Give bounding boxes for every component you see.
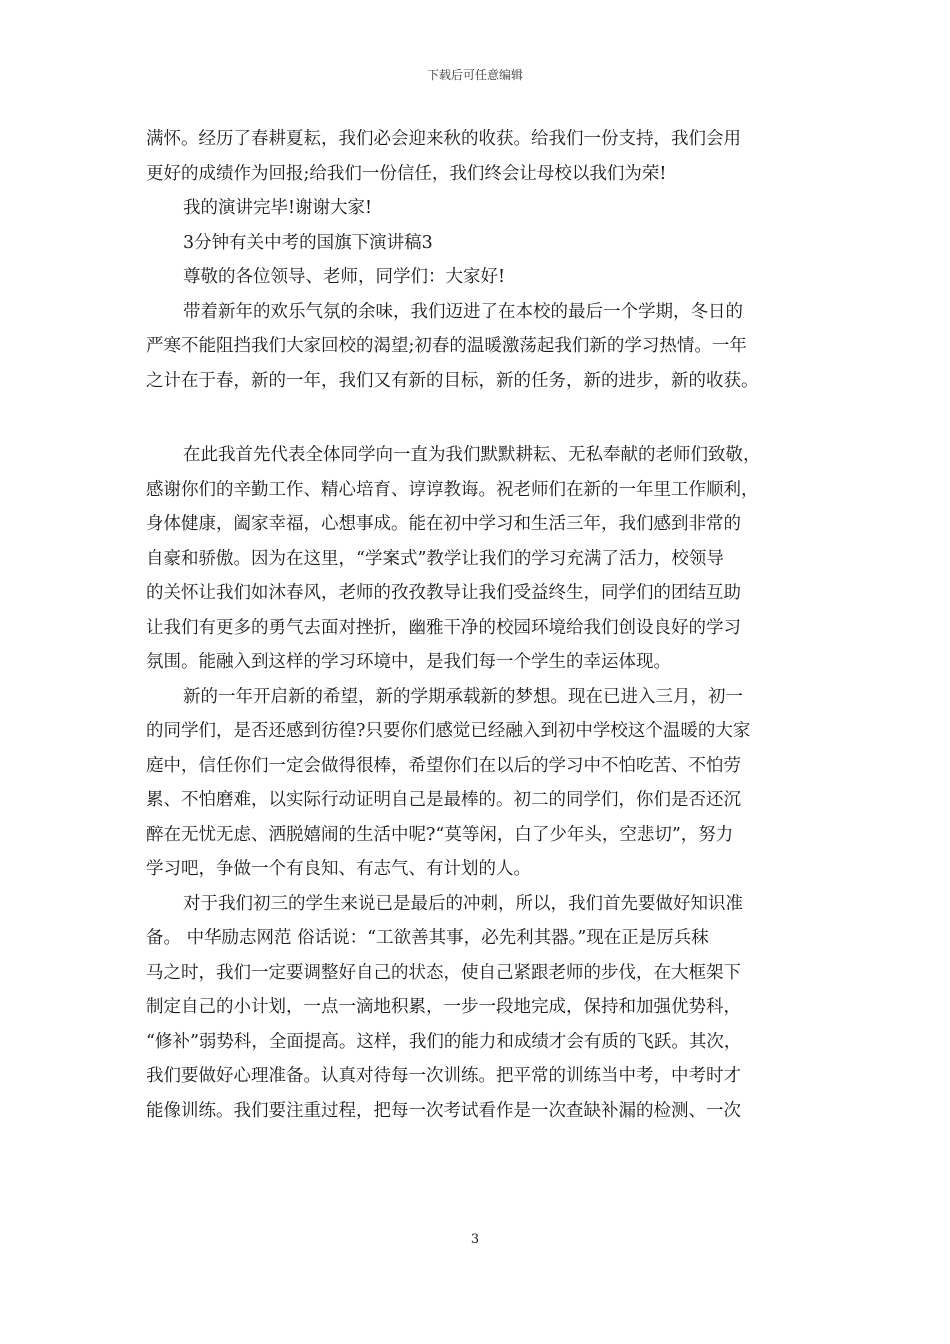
paragraph: [146, 226, 826, 261]
text-line: 在此我首先代表全体同学向一直为我们默默耕耘、无私奉献的老师们致敬，: [183, 445, 761, 465]
text-line: 的关怀让我们如沐春风，老师的孜孜教导让我们受益终生，同学们的团结互助: [146, 583, 741, 603]
text-line: 自豪和骄傲。因为在这里，“学案式”教学让我们的学习充满了活力，校领导: [146, 548, 724, 569]
text-line: 满怀。经历了春耕夏耘，我们必会迎来秋的收获。给我们一份支持，我们会用: [146, 129, 741, 149]
text-line: 我的演讲完毕!谢谢大家!: [183, 198, 373, 218]
page-number: 3: [470, 1232, 480, 1247]
text-line: 感谢你们的辛勤工作、精心培育、谆谆教诲。祝老师们在新的一年里工作顺利，: [146, 479, 759, 500]
text-line: 的同学们，是否还感到彷徨?只要你们感觉已经融入到初中学校这个温暖的大家: [146, 721, 751, 741]
text-line: 累、不怕磨难，以实际行动证明自己是最棒的。初二的同学们，你们是否还沉: [146, 790, 741, 810]
paragraph: [146, 122, 826, 191]
text-line: 身体健康，阖家幸福，心想事成。能在初中学习和生活三年，我们感到非常的: [146, 514, 741, 534]
text-line: 对于我们初三的学生来说已是最后的冲刺，所以，我们首先要做好知识准: [183, 893, 743, 914]
text-line: 能像训练。我们要注重过程，把每一次考试看作是一次查缺补漏的检测、一次: [146, 1100, 741, 1121]
paragraph: [146, 260, 826, 295]
text-line: 带着新年的欢乐气氛的余味，我们迈进了在本校的最后一个学期，冬日的: [183, 301, 743, 322]
paragraph: [146, 680, 826, 887]
text-line: 之计在于春，新的一年，我们又有新的目标，新的任务，新的进步，新的收获。: [146, 370, 759, 391]
page-header: 下载后可任意编辑: [426, 68, 523, 82]
text-line: 3分钟有关中考的国旗下演讲稿3: [183, 232, 433, 253]
text-line: 氛围。能融入到这样的学习环境中，是我们每一个学生的幸运体现。: [146, 652, 671, 672]
paragraph: [146, 191, 826, 226]
document-body: [146, 122, 826, 1128]
paragraph: [146, 295, 826, 399]
text-line: “修补”弱势科，全面提高。这样，我们的能力和成绩才会有质的飞跃。其次，: [146, 1031, 742, 1052]
paragraph: [146, 887, 826, 1129]
text-line: 学习吧，争做一个有良知、有志气、有计划的人。: [146, 859, 531, 879]
paragraph: [146, 438, 826, 680]
text-line: 新的一年开启新的希望，新的学期承载新的梦想。现在已进入三月，初一: [183, 686, 743, 707]
text-line: 让我们有更多的勇气去面对挫折，幽雅干净的校园环境给我们创设良好的学习: [146, 617, 741, 638]
text-line: 制定自己的小计划，一点一滴地积累，一步一段地完成，保持和加强优势科，: [146, 997, 741, 1017]
text-line: 庭中，信任你们一定会做得很棒，希望你们在以后的学习中不怕吃苦、不怕劳: [146, 755, 741, 776]
text-line: 醉在无忧无虑、洒脱嬉闹的生活中呢?“莫等闲，白了少年头，空悲切”，努力: [146, 824, 734, 845]
text-line: 更好的成绩作为回报;给我们一份信任，我们终会让母校以我们为荣!: [146, 163, 667, 184]
text-line: 尊敬的各位领导、老师，同学们：大家好!: [183, 267, 506, 287]
text-line: 马之时，我们一定要调整好自己的状态，使自己紧跟老师的步伐，在大框架下: [146, 962, 741, 983]
text-line: 严寒不能阻挡我们大家回校的渴望;初春的温暖激荡起我们新的学习热情。一年: [146, 336, 747, 356]
paragraph-gap: [146, 398, 826, 438]
text-line: 备。 中华励志网范 俗话说：“工欲善其事，必先利其器。”现在正是厉兵秣: [146, 928, 709, 948]
text-line: 我们要做好心理准备。认真对待每一次训练。把平常的训练当中考，中考时才: [146, 1066, 741, 1086]
